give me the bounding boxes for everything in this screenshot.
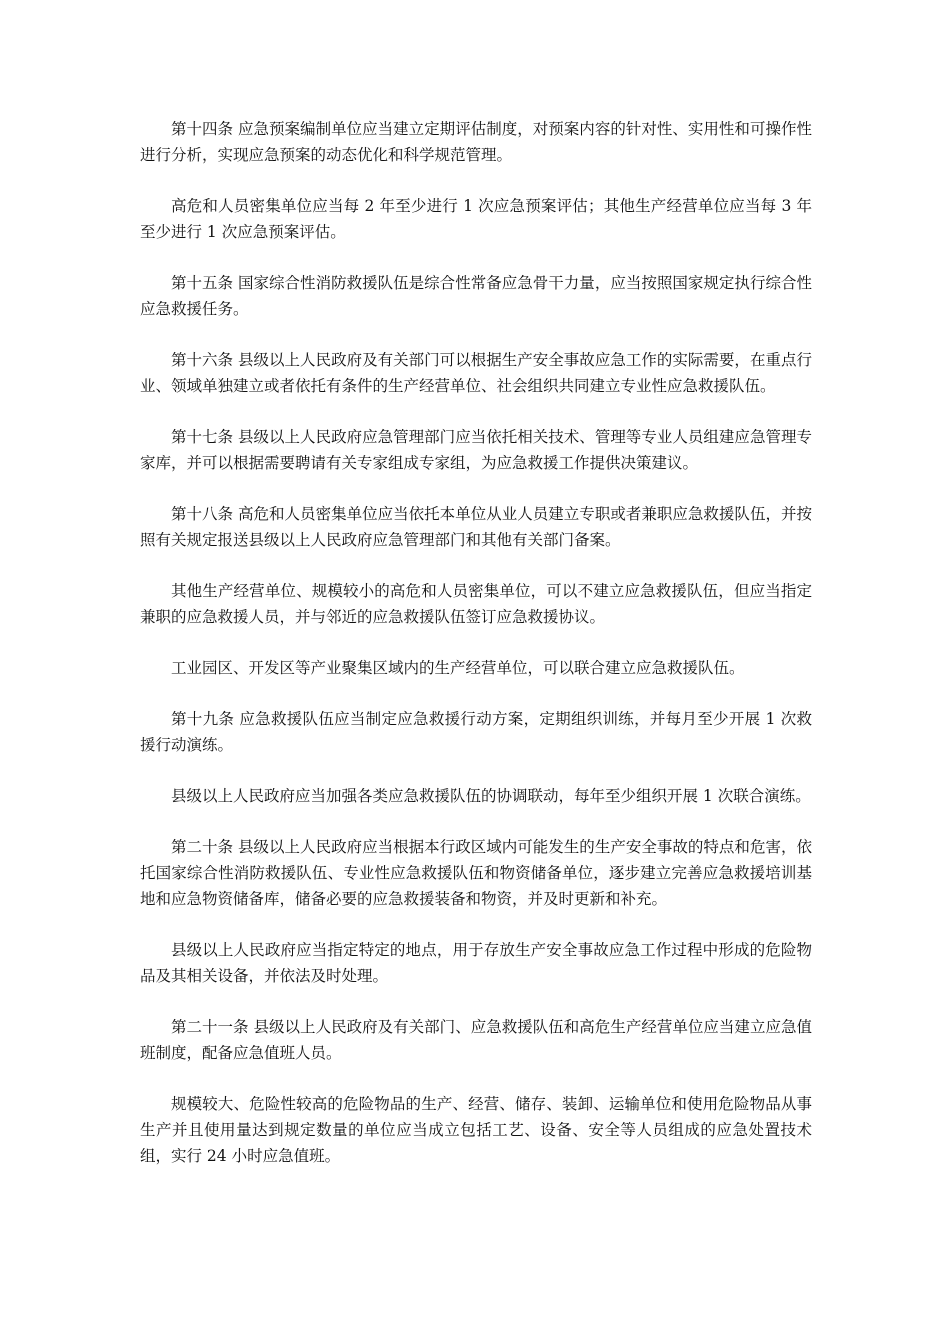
- paragraph-small-units: 其他生产经营单位、规模较小的高危和人员密集单位，可以不建立应急救援队伍，但应当指定兼职的应急救援人员，并与邻近的应急救援队伍签订应急救援协议。: [140, 582, 812, 626]
- paragraph-technical-group: 规模较大、危险性较高的危险物品的生产、经营、储存、装卸、运输单位和使用危险物品从事生产并且使用量达到规定数量的单位应当成立包括工艺、设备、安全等人员组成的应急处置技术组，实行 24 小时应急值班。: [140, 1095, 812, 1165]
- paragraph-joint-drills: 县级以上人民政府应当加强各类应急救援队伍的协调联动，每年至少组织开展 1 次联合演练。: [171, 787, 811, 805]
- paragraph-hazard-storage: 县级以上人民政府应当指定特定的地点，用于存放生产安全事故应急工作过程中形成的危险物品及其相关设备，并依法及时处理。: [140, 941, 812, 985]
- paragraph-article-19: 第十九条 应急救援队伍应当制定应急救援行动方案，定期组织训练，并每月至少开展 1 次救援行动演练。: [140, 710, 812, 754]
- paragraph-article-16: 第十六条 县级以上人民政府及有关部门可以根据生产安全事故应急工作的实际需要，在重点行业、领域单独建立或者依托有条件的生产经营单位、社会组织共同建立专业性应急救援队伍。: [140, 351, 812, 395]
- paragraph-article-20: 第二十条 县级以上人民政府应当根据本行政区域内可能发生的生产安全事故的特点和危害，依托国家综合性消防救援队伍、专业性应急救援队伍和物资储备单位，逐步建立完善应急救援培训基地和应急物资储备库，储备必要的应急救援装备和物资，并及时更新和补充。: [140, 838, 812, 908]
- paragraph-assessment-frequency: 高危和人员密集单位应当每 2 年至少进行 1 次应急预案评估；其他生产经营单位应当每 3 年至少进行 1 次应急预案评估。: [140, 197, 812, 241]
- paragraph-article-17: 第十七条 县级以上人民政府应急管理部门应当依托相关技术、管理等专业人员组建应急管理专家库，并可以根据需要聘请有关专家组成专家组，为应急救援工作提供决策建议。: [140, 428, 812, 472]
- paragraph-article-14: 第十四条 应急预案编制单位应当建立定期评估制度，对预案内容的针对性、实用性和可操作性进行分析，实现应急预案的动态优化和科学规范管理。: [140, 120, 812, 164]
- document-body: [140, 116, 812, 1194]
- paragraph-industrial-parks: 工业园区、开发区等产业聚集区域内的生产经营单位，可以联合建立应急救援队伍。: [171, 659, 745, 677]
- paragraph-article-15: 第十五条 国家综合性消防救援队伍是综合性常备应急骨干力量，应当按照国家规定执行综合性应急救援任务。: [140, 274, 812, 318]
- paragraph-article-18: 第十八条 高危和人员密集单位应当依托本单位从业人员建立专职或者兼职应急救援队伍，并按照有关规定报送县级以上人民政府应急管理部门和其他有关部门备案。: [140, 505, 812, 549]
- paragraph-article-21: 第二十一条 县级以上人民政府及有关部门、应急救援队伍和高危生产经营单位应当建立应急值班制度，配备应急值班人员。: [140, 1018, 812, 1062]
